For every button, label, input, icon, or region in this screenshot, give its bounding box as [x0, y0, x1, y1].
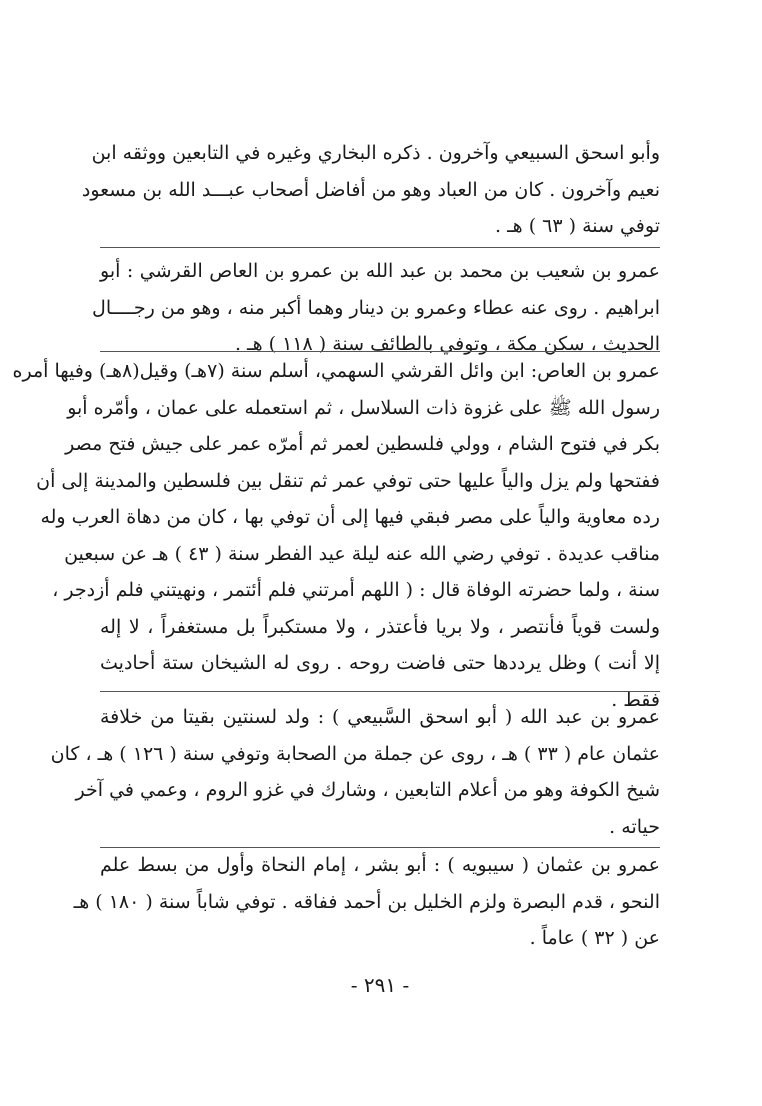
text-line: الحديث ، سكن مكة ، وتوفي بالطائف سنة ( ١١٨ ) هـ .	[234, 333, 660, 355]
text-line: عمرو بن عثمان ( سيبويه ) : أبو بشر ، إمام النحاة وأول من بسط علم	[100, 854, 660, 876]
text-line: وأبو اسحق السبيعي وآخرون . ذكره البخاري وغيره في التابعين ووثقه ابن	[91, 142, 660, 164]
text-line: النحو ، قدم البصرة ولزم الخليل بن أحمد ففاقه . توفي شاباً سنة ( ١٨٠ ) هـ	[73, 890, 660, 913]
biography-entry	[12, 353, 660, 718]
page-number: - ٢٩١ -	[350, 973, 410, 997]
text-line: رسول الله ﷺ على غزوة ذات السلاسل ، ثم استعمله على عمان ، وأمّره أبو	[67, 396, 660, 419]
text-line: ولست قوياً فأنتصر ، ولا بريا فأعتذر ، ولا مستكبراً بل مستغفراً ، لا إله	[100, 615, 660, 638]
text-line: بكر في فتوح الشام ، وولي فلسطين لعمر ثم أمرّه عمر على جيش فتح مصر	[65, 433, 660, 455]
text-line: عمرو بن عبد الله ( أبو اسحق السَّبيعي ) : ولد لسنتين بقيتا من خلافة	[100, 706, 660, 728]
text-line: شيخ الكوفة وهو من أعلام التابعين ، وشارك في غزو الروم ، وعمي في آخر	[75, 779, 660, 801]
biography-entry	[92, 253, 660, 363]
biography-entry	[50, 699, 660, 845]
page-content	[12, 135, 660, 1035]
biography-entry	[73, 847, 660, 957]
text-line: عمرو بن العاص: ابن وائل القرشي السهمي، أسلم سنة (٧هـ) وقيل(٨هـ) وفيها أمره	[12, 360, 660, 382]
text-line: مناقب عديدة . توفي رضي الله عنه ليلة عيد الفطر سنة ( ٤٣ ) هـ عن سبعين	[64, 542, 660, 565]
entry-divider	[100, 691, 660, 692]
text-line: فقط .	[611, 688, 660, 711]
text-line: عثمان عام ( ٣٣ ) هـ ، روى عن جملة من الصحابة وتوفي سنة ( ١٢٦ ) هـ ، كان	[50, 742, 660, 765]
text-line: حياته .	[609, 815, 660, 838]
text-line: ابراهيم . روى عنه عطاء وعمرو بن دينار وهما أكبر منه ، وهو من رجــــال	[92, 296, 660, 319]
text-line: عمرو بن شعيب بن محمد بن عبد الله بن عمرو بن العاص القرشي : أبو	[100, 260, 660, 282]
entry-divider	[100, 351, 660, 352]
text-line: رده معاوية والياً على مصر فبقي فيها إلى أن توفي بها ، كان من دهاة العرب وله	[40, 506, 660, 528]
text-line: توفي سنة ( ٦٣ ) هـ .	[495, 215, 660, 237]
text-line: عن ( ٣٢ ) عاماً .	[529, 927, 660, 949]
text-line: إلا أنت ) وظل يرددها حتى فاضت روحه . روى له الشيخان ستة أحاديث	[100, 652, 660, 674]
text-line: ففتحها ولم يزل والياً عليها حتى توفي عمر ثم تنقل بين فلسطين والمدينة إلى أن	[36, 469, 660, 492]
biography-entry	[81, 135, 660, 245]
text-line: نعيم وآخرون . كان من العباد وهو من أفاضل أصحاب عبـــد الله بن مسعود	[81, 178, 660, 201]
entry-divider	[100, 247, 660, 248]
text-line: سنة ، ولما حضرته الوفاة قال : ( اللهم أمرتني فلم أئتمر ، ونهيتني فلم أزدجر ،	[52, 579, 660, 601]
